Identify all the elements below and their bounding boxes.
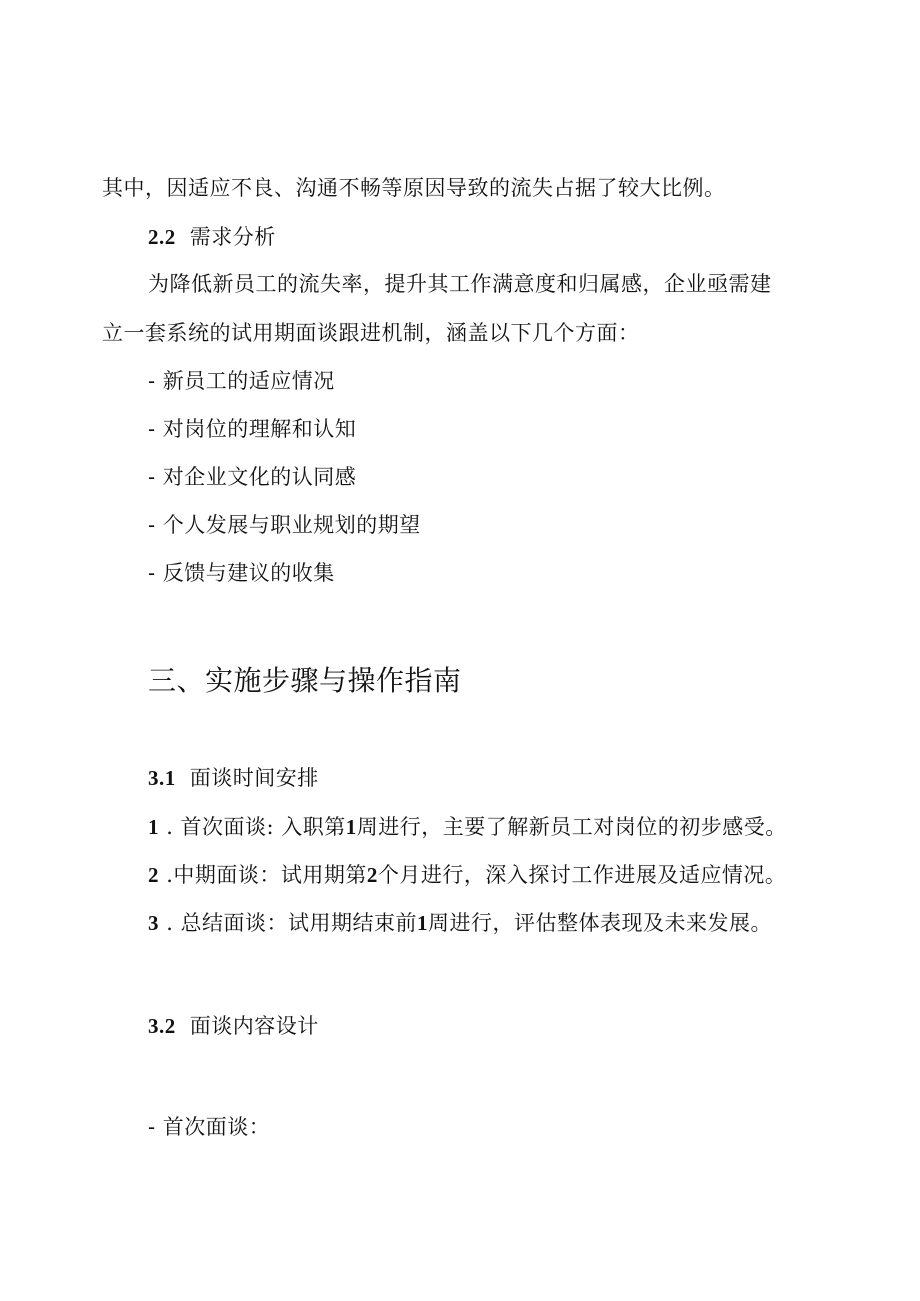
list-item bbox=[148, 812, 787, 842]
list-item: - 首次面谈： bbox=[148, 1115, 271, 1139]
paragraph-text: 为降低新员工的流失率，提升其工作满意度和归属感，企业亟需建 bbox=[148, 272, 772, 296]
section-number: 2.2 bbox=[148, 225, 176, 249]
item-rest: 个月进行，深入探讨工作进展及适应情况。 bbox=[377, 863, 787, 887]
item-number: 1 bbox=[148, 815, 159, 839]
list-item: - 对岗位的理解和认知 bbox=[148, 417, 357, 441]
item-rest: 周进行，评估整体表现及未来发展。 bbox=[428, 911, 773, 935]
item-text: . 首次面谈: 入职第 bbox=[166, 815, 346, 839]
section-title: 面谈时间安排 bbox=[189, 766, 319, 790]
section-heading-2-2 bbox=[148, 222, 276, 252]
item-rest: 周进行，主要了解新员工对岗位的初步感受。 bbox=[356, 815, 787, 839]
item-text: . 总结面谈：试用期结束前 bbox=[166, 911, 418, 935]
section-number: 3.2 bbox=[148, 1014, 176, 1038]
list-item: - 新员工的适应情况 bbox=[148, 369, 335, 393]
paragraph-text: 立一套系统的试用期面谈跟进机制，涵盖以下几个方面： bbox=[102, 321, 640, 345]
item-count: 1 bbox=[417, 911, 429, 935]
chapter-title: 三、实施步骤与操作指南 bbox=[148, 664, 462, 697]
list-item bbox=[148, 860, 786, 890]
section-title: 需求分析 bbox=[189, 225, 276, 249]
section-title: 面谈内容设计 bbox=[189, 1014, 319, 1038]
paragraph-text: 其中，因适应不良、沟通不畅等原因导致的流失占据了较大比例。 bbox=[102, 176, 726, 200]
item-number: 3 bbox=[148, 911, 159, 935]
item-text: .中期面谈：试用期第 bbox=[166, 863, 367, 887]
item-count: 2 bbox=[366, 863, 378, 887]
section-number: 3.1 bbox=[148, 766, 176, 790]
section-heading-3-2 bbox=[148, 1011, 319, 1041]
item-number: 2 bbox=[148, 863, 159, 887]
list-item: - 对企业文化的认同感 bbox=[148, 465, 357, 489]
list-item bbox=[148, 908, 772, 938]
list-item: - 反馈与建议的收集 bbox=[148, 561, 335, 585]
item-count: 1 bbox=[345, 815, 357, 839]
list-item: - 个人发展与职业规划的期望 bbox=[148, 513, 421, 537]
section-heading-3-1 bbox=[148, 763, 319, 793]
